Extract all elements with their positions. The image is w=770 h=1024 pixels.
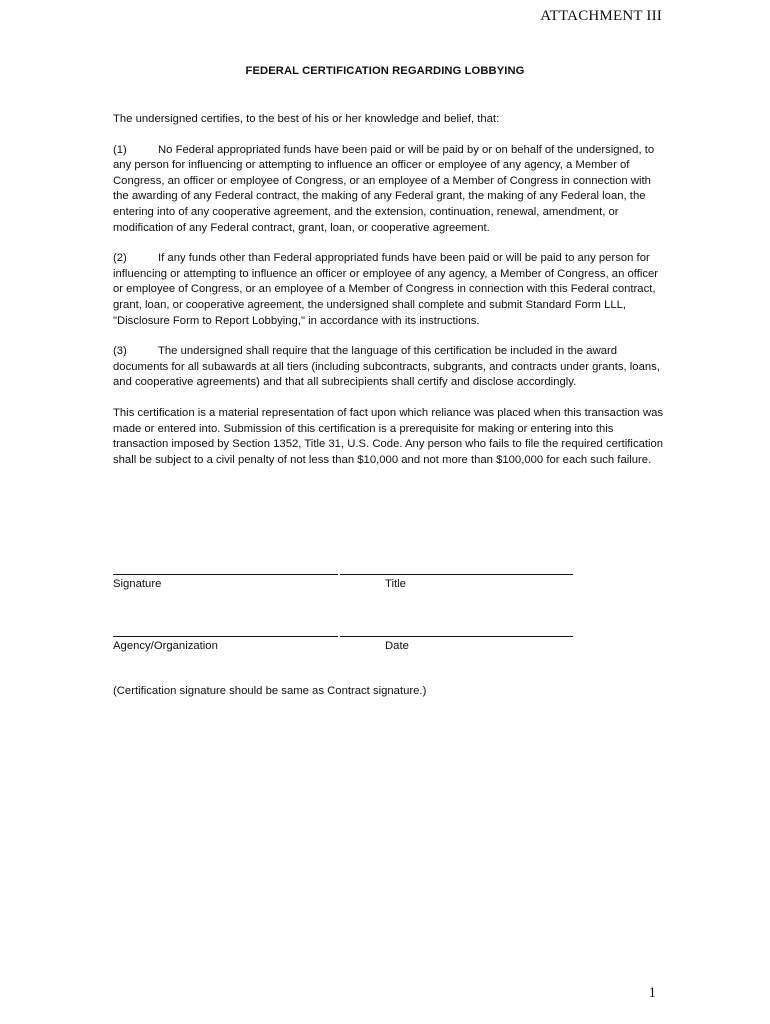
attachment-label: ATTACHMENT III xyxy=(540,8,662,24)
certification-item-2 xyxy=(113,251,666,329)
certification-item-3 xyxy=(113,344,666,391)
closing-paragraph: This certification is a material representation of fact upon which reliance was placed when this transaction was made or entered into. Submission of this certification is a prerequisite for making or entering into this transaction imposed by Section 1352, Title 31, U.S. Code. Any person who fails to file the required certification shall be subject to a civil penalty of not less than $10,000 and not more than $100,000 for each such failure. xyxy=(113,406,664,466)
certification-body xyxy=(113,112,666,483)
signature-label: Signature xyxy=(113,578,162,590)
document-title: FEDERAL CERTIFICATION REGARDING LOBBYING xyxy=(245,65,525,77)
item-number: (3) xyxy=(113,345,127,358)
item-text: If any funds other than Federal appropriated funds have been paid or will be paid to any person for influencing or attempting to influence an officer or employee of any agency, a Member of Congress, an officer or employee of Congress, or an employee of a Member of Congress in connection with this Federal contract, grant, loan, or cooperative agreement, the undersigned shall complete and submit Standard Form LLL, "Disclosure Form to Report Lobbying," in accordance with its instructions. xyxy=(113,252,659,327)
page-number: 1 xyxy=(648,985,656,1001)
agency-label: Agency/Organization xyxy=(113,640,218,652)
item-number: (2) xyxy=(113,252,127,265)
item-text: No Federal appropriated funds have been paid or will be paid by or on behalf of the undersigned, to any person for influencing or attempting to influence an officer or employee of any agency, a Member of Congress, an officer or employee of Congress, or an employee of a Member of Congress in connection with the awarding of any Federal contract, the making of any Federal grant, the making of any Federal loan, the entering into of any cooperative agreement, and the extension, continuation, renewal, amendment, or modification of any Federal contract, grant, loan, or cooperative agreement. xyxy=(113,143,655,234)
item-number: (1) xyxy=(113,143,127,156)
certification-item-1 xyxy=(113,143,666,237)
agency-line[interactable] xyxy=(113,636,338,637)
date-label: Date xyxy=(385,640,409,652)
signature-line[interactable] xyxy=(113,574,338,575)
intro-paragraph: The undersigned certifies, to the best of his or her knowledge and belief, that: xyxy=(113,113,500,125)
title-label: Title xyxy=(385,578,406,590)
signature-title-row xyxy=(113,574,573,590)
signature-note: (Certification signature should be same as Contract signature.) xyxy=(113,685,427,697)
item-text: The undersigned shall require that the language of this certification be included in the award documents for all subawards at all tiers (including subcontracts, subgrants, and contracts under grants, loans, and cooperative agreements) and that all subrecipients shall certify and disclose accordingly. xyxy=(113,345,660,389)
title-line[interactable] xyxy=(340,574,573,575)
date-line[interactable] xyxy=(340,636,573,637)
agency-date-row xyxy=(113,636,573,652)
